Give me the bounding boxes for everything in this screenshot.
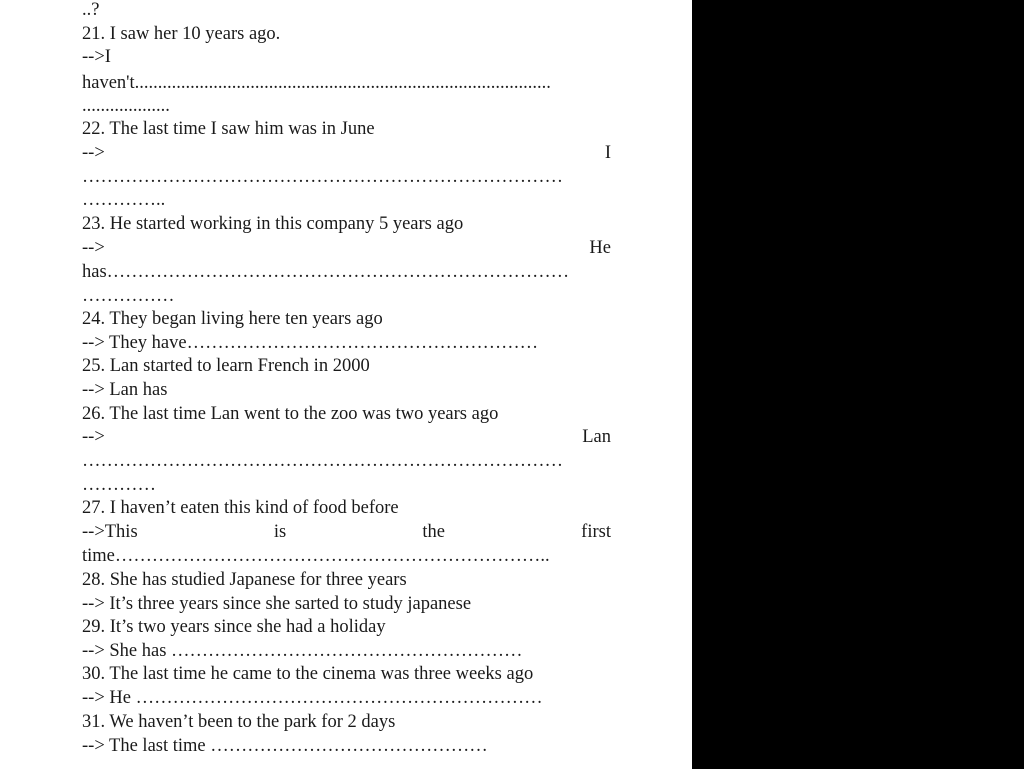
arrow-text: --> <box>82 143 105 163</box>
black-margin-panel <box>692 0 1024 769</box>
arrow-text: --> <box>82 238 105 258</box>
answer-blank: ………….. <box>82 190 166 210</box>
answer-blank: …………………………………………………………………… <box>82 451 563 471</box>
answer-start-word: He <box>589 238 611 258</box>
answer-blank: --> They have………………………………………………… <box>82 333 539 353</box>
answer-word: the <box>422 522 445 542</box>
answer-prompt: -->I <box>82 47 111 67</box>
answer-blank: --> She has ………………………………………………… <box>82 641 523 661</box>
answer-word: is <box>273 522 287 542</box>
answer-start-word: I <box>604 143 611 163</box>
answer-blank: …………… <box>82 286 175 306</box>
answer-blank: ………… <box>82 475 156 495</box>
answer-blank: --> The last time ……………………………………… <box>82 736 488 756</box>
answer-prompt <box>82 425 611 449</box>
answer-prompt <box>82 520 611 544</box>
answer-start-word: Lan <box>582 427 611 447</box>
answer-blank: has………………………………………………………………… <box>82 262 570 282</box>
answer-blank: time…………………………………………………………….. <box>82 546 550 566</box>
question-22: 22. The last time I saw him was in June <box>82 119 375 139</box>
answer-prompt <box>82 141 611 165</box>
arrow-text: --> <box>82 427 105 447</box>
question-29: 29. It’s two years since she had a holiday <box>82 617 386 637</box>
question-31: 31. We haven’t been to the park for 2 days <box>82 712 396 732</box>
question-21: 21. I saw her 10 years ago. <box>82 24 281 44</box>
answer-word: first <box>581 522 611 542</box>
question-24: 24. They began living here ten years ago <box>82 309 383 329</box>
text-line: ..? <box>82 0 100 20</box>
answer-text: --> It’s three years since she sarted to study japanese <box>82 594 472 614</box>
answer-blank: ................... <box>82 96 170 116</box>
question-30: 30. The last time he came to the cinema was three weeks ago <box>82 664 534 684</box>
answer-prompt <box>82 236 611 260</box>
answer-blank: haven't.......................................................................................... <box>82 73 551 93</box>
answer-word: -->This <box>82 522 138 542</box>
answer-blank: …………………………………………………………………… <box>82 167 563 187</box>
question-28: 28. She has studied Japanese for three years <box>82 570 407 590</box>
question-26: 26. The last time Lan went to the zoo was two years ago <box>82 404 499 424</box>
answer-prompt: --> Lan has <box>82 380 168 400</box>
question-27: 27. I haven’t eaten this kind of food before <box>82 498 399 518</box>
question-25: 25. Lan started to learn French in 2000 <box>82 356 370 376</box>
question-23: 23. He started working in this company 5 years ago <box>82 214 464 234</box>
answer-blank: --> He ………………………………………………………… <box>82 688 543 708</box>
